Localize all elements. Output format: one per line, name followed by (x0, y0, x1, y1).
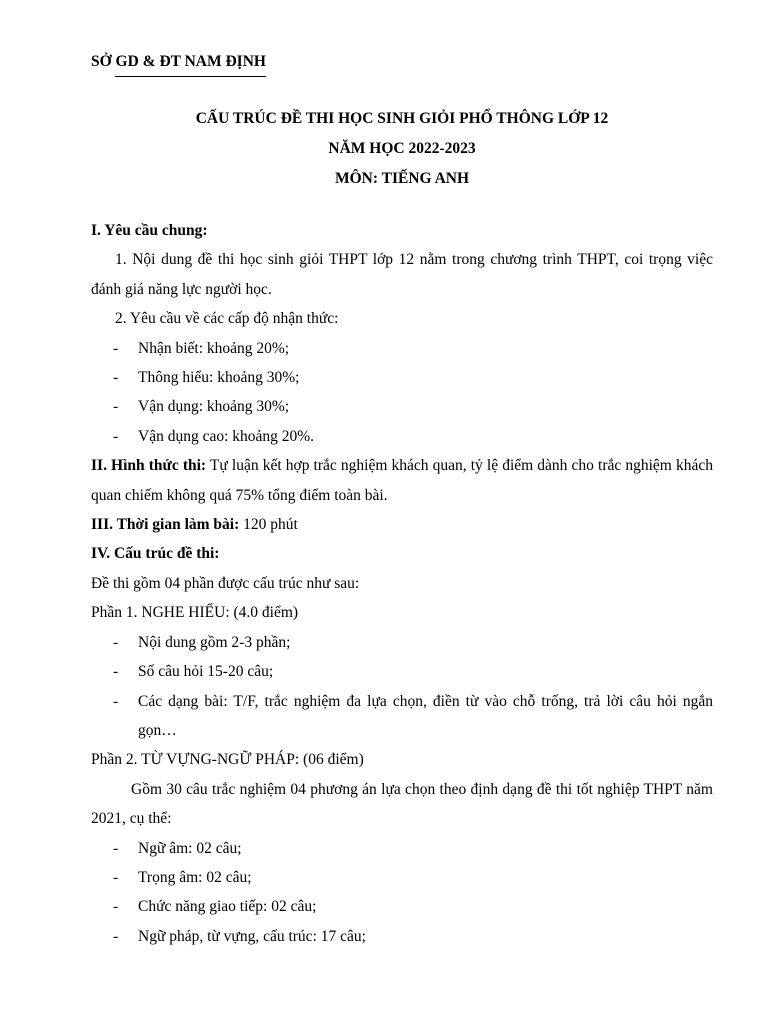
paragraph (91, 510, 713, 539)
list-bullet: - (113, 369, 119, 387)
part-title: Phần 2. TỪ VỰNG-NGỮ PHÁP: (06 điểm) (91, 751, 364, 769)
list-bullet: - (113, 633, 119, 651)
list-bullet: - (113, 663, 119, 681)
document-title: CẤU TRÚC ĐỀ THI HỌC SINH GIỎI PHỔ THÔNG LỚP 12 (195, 110, 609, 127)
part-title: Phần 1. NGHE HIỂU: (4.0 điểm) (91, 604, 299, 622)
section-text: Tự luận kết hợp trắc nghiệm khách quan, tỷ lệ điểm dành cho trắc nghiệm khách quan chiếm không quá 75% tổng điểm toàn bài. (91, 457, 713, 504)
list-item-text: Thông hiểu: khoảng 30%; (138, 369, 300, 387)
title-block (91, 104, 713, 194)
list-bullet: - (113, 398, 119, 416)
paragraph: 2. Yêu cầu về các cấp độ nhận thức: (115, 310, 339, 328)
list-item-text: Ngữ pháp, từ vựng, cấu trúc: 17 câu; (138, 927, 366, 945)
organization-name: SỞ GD & ĐT NAM ĐỊNH (91, 53, 266, 70)
list-bullet: - (113, 898, 119, 916)
document-body (91, 216, 713, 951)
school-year: NĂM HỌC 2022-2023 (328, 140, 476, 157)
list-item-text: Ngữ âm: 02 câu; (138, 839, 242, 857)
list-item (91, 687, 713, 746)
list-item (91, 363, 713, 392)
list-item (91, 657, 713, 686)
paragraph: Gồm 30 câu trắc nghiệm 04 phương án lựa chọn theo định dạng đề thi tốt nghiệp THPT năm 2021, cụ thể: (91, 780, 713, 828)
section-heading: II. Hình thức thi: (91, 457, 207, 475)
list-item-text: Nhận biết: khoảng 20%; (138, 339, 290, 357)
list-bullet: - (113, 927, 119, 945)
document-page (91, 50, 713, 951)
section-heading: III. Thời gian làm bài: (91, 516, 240, 534)
list-item-text: Số câu hỏi 15-20 câu; (138, 663, 274, 681)
section-text: 120 phút (239, 516, 298, 534)
list-bullet: - (113, 868, 119, 886)
list-item-text: Vận dụng cao: khoảng 20%. (138, 427, 315, 445)
paragraph: 1. Nội dung đề thi học sinh giỏi THPT lớp 12 nằm trong chương trình THPT, coi trọng việc đánh giá năng lực người học. (91, 251, 713, 298)
list-item (91, 892, 713, 921)
list-bullet: - (113, 692, 119, 710)
list-bullet: - (113, 339, 119, 357)
list-item (91, 922, 713, 951)
list-item-text: Vận dụng: khoảng 30%; (138, 398, 290, 416)
list-bullet: - (113, 427, 119, 445)
list-item-text: Nội dung gồm 2-3 phần; (138, 633, 291, 651)
list-item-text: Chức năng giao tiếp: 02 câu; (138, 898, 317, 916)
list-item (91, 334, 713, 363)
section-heading: I. Yêu cầu chung: (91, 222, 208, 239)
list-item (91, 628, 713, 657)
list-item (91, 834, 713, 863)
list-item (91, 863, 713, 892)
list-item-text: Trọng âm: 02 câu; (138, 868, 252, 886)
organization-underline (115, 76, 266, 77)
list-item-text: Các dạng bài: T/F, trắc nghiệm đa lựa chọn, điền từ vào chỗ trống, trả lời câu hỏi ngắn gọn… (138, 692, 713, 739)
list-bullet: - (113, 839, 119, 857)
paragraph: Đề thi gồm 04 phần được cấu trúc như sau: (91, 574, 360, 592)
paragraph (91, 451, 713, 510)
list-item (91, 392, 713, 421)
section-heading: IV. Cấu trúc đề thi: (91, 545, 220, 563)
subject: MÔN: TIẾNG ANH (334, 170, 470, 187)
list-item (91, 422, 713, 451)
